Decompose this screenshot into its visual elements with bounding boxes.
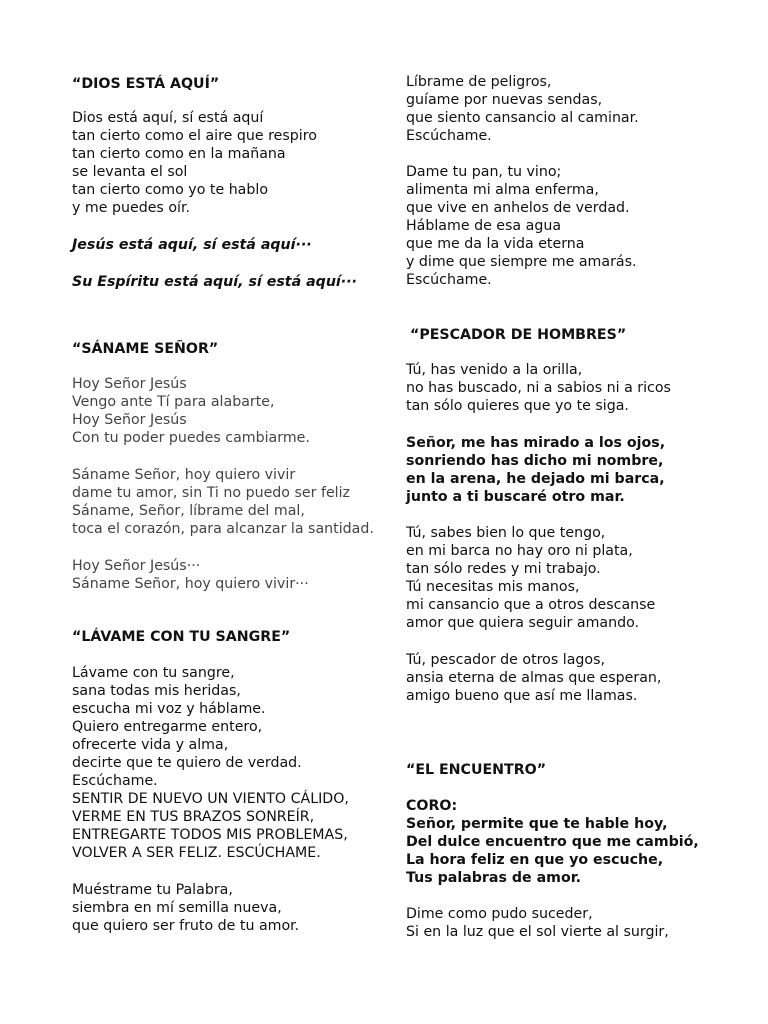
lyric-line: Dios está aquí, sí está aquí <box>72 110 264 126</box>
lyric-line: Escúchame. <box>72 773 158 789</box>
lyric-line: Si en la luz que el sol vierte al surgir, <box>406 924 669 940</box>
lyric-line: tan sólo redes y mi trabajo. <box>406 561 601 577</box>
lyric-line: amigo bueno que así me llamas. <box>406 688 638 704</box>
chorus-label: CORO: <box>406 798 458 814</box>
lyric-line: ofrecerte vida y alma, <box>72 737 229 753</box>
lyric-line: Tú, pescador de otros lagos, <box>406 652 605 668</box>
lyric-line: se levanta el sol <box>72 164 188 180</box>
chorus-line: Tus palabras de amor. <box>406 870 582 886</box>
lyric-line: Escúchame. <box>406 272 492 288</box>
lyric-line: mi cansancio que a otros descanse <box>406 597 656 613</box>
lyric-line: guíame por nuevas sendas, <box>406 92 603 108</box>
lyric-line: Con tu poder puedes cambiarme. <box>72 430 310 446</box>
lyric-line: Sáname Señor, hoy quiero vivir <box>72 467 296 483</box>
chorus-line: Señor, me has mirado a los ojos, <box>406 435 666 451</box>
lyric-line: que quiero ser fruto de tu amor. <box>72 918 300 934</box>
song-title: “EL ENCUENTRO” <box>406 762 547 778</box>
lyric-line: SENTIR DE NUEVO UN VIENTO CÁLIDO, <box>72 791 349 807</box>
chorus-line: La hora feliz en que yo escuche, <box>406 852 664 868</box>
lyric-line: ENTREGARTE TODOS MIS PROBLEMAS, <box>72 827 348 843</box>
lyric-line: tan cierto como el aire que respiro <box>72 128 317 144</box>
lyric-line: Dame tu pan, tu vino; <box>406 164 562 180</box>
lyric-line: Dime como pudo suceder, <box>406 906 593 922</box>
lyric-line: Háblame de esa agua <box>406 218 562 234</box>
song-title: “DIOS ESTÁ AQUÍ” <box>72 76 220 92</box>
lyric-line: decirte que te quiero de verdad. <box>72 755 302 771</box>
song-title: “LÁVAME CON TU SANGRE” <box>72 629 291 645</box>
lyric-line: Hoy Señor Jesús <box>72 412 187 428</box>
lyric-line: Sáname Señor, hoy quiero vivir··· <box>72 576 309 592</box>
lyric-line: VOLVER A SER FELIZ. ESCÚCHAME. <box>72 845 321 861</box>
lyric-line: tan sólo quieres que yo te siga. <box>406 398 629 414</box>
lyric-line: Vengo ante Tí para alabarte, <box>72 394 275 410</box>
chorus-line: en la arena, he dejado mi barca, <box>406 471 665 487</box>
chorus-line: Señor, permite que te hable hoy, <box>406 816 668 832</box>
chorus-line: sonriendo has dicho mi nombre, <box>406 453 664 469</box>
lyric-line: toca el corazón, para alcanzar la santidad. <box>72 521 374 537</box>
lyric-line: Tú, has venido a la orilla, <box>406 362 583 378</box>
song-title: “PESCADOR DE HOMBRES” <box>410 327 627 343</box>
lyric-line: tan cierto como yo te hablo <box>72 182 269 198</box>
lyric-line: sana todas mis heridas, <box>72 683 241 699</box>
lyric-line: ansia eterna de almas que esperan, <box>406 670 662 686</box>
refrain-line: Su Espíritu está aquí, sí está aquí··· <box>72 274 357 290</box>
song-title: “SÁNAME SEÑOR” <box>72 341 219 357</box>
chorus-line: Del dulce encuentro que me cambió, <box>406 834 699 850</box>
lyric-line: y dime que siempre me amarás. <box>406 254 637 270</box>
lyric-line: VERME EN TUS BRAZOS SONREÍR, <box>72 809 315 825</box>
lyric-line: Sáname, Señor, líbrame del mal, <box>72 503 305 519</box>
lyric-line: que siento cansancio al caminar. <box>406 110 639 126</box>
lyric-line: amor que quiera seguir amando. <box>406 615 640 631</box>
lyric-line: Escúchame. <box>406 128 492 144</box>
chorus-line: junto a ti buscaré otro mar. <box>406 489 625 505</box>
lyric-line: escucha mi voz y háblame. <box>72 701 266 717</box>
lyric-line: dame tu amor, sin Ti no puedo ser feliz <box>72 485 351 501</box>
refrain-line: Jesús está aquí, sí está aquí··· <box>72 237 312 253</box>
lyric-line: que me da la vida eterna <box>406 236 585 252</box>
lyric-line: y me puedes oír. <box>72 200 190 216</box>
lyric-line: Líbrame de peligros, <box>406 74 552 90</box>
lyric-line: Lávame con tu sangre, <box>72 665 235 681</box>
lyric-line: Tú, sabes bien lo que tengo, <box>406 525 606 541</box>
lyric-line: Muéstrame tu Palabra, <box>72 882 233 898</box>
lyric-line: siembra en mí semilla nueva, <box>72 900 282 916</box>
lyric-line: alimenta mi alma enferma, <box>406 182 599 198</box>
lyric-line: Tú necesitas mis manos, <box>406 579 580 595</box>
lyric-line: Quiero entregarme entero, <box>72 719 263 735</box>
lyric-line: que vive en anhelos de verdad. <box>406 200 630 216</box>
lyric-line: Hoy Señor Jesús <box>72 376 187 392</box>
lyric-line: en mi barca no hay oro ni plata, <box>406 543 633 559</box>
lyric-line: tan cierto como en la mañana <box>72 146 286 162</box>
lyric-line: no has buscado, ni a sabios ni a ricos <box>406 380 671 396</box>
lyric-line: Hoy Señor Jesús··· <box>72 558 201 574</box>
